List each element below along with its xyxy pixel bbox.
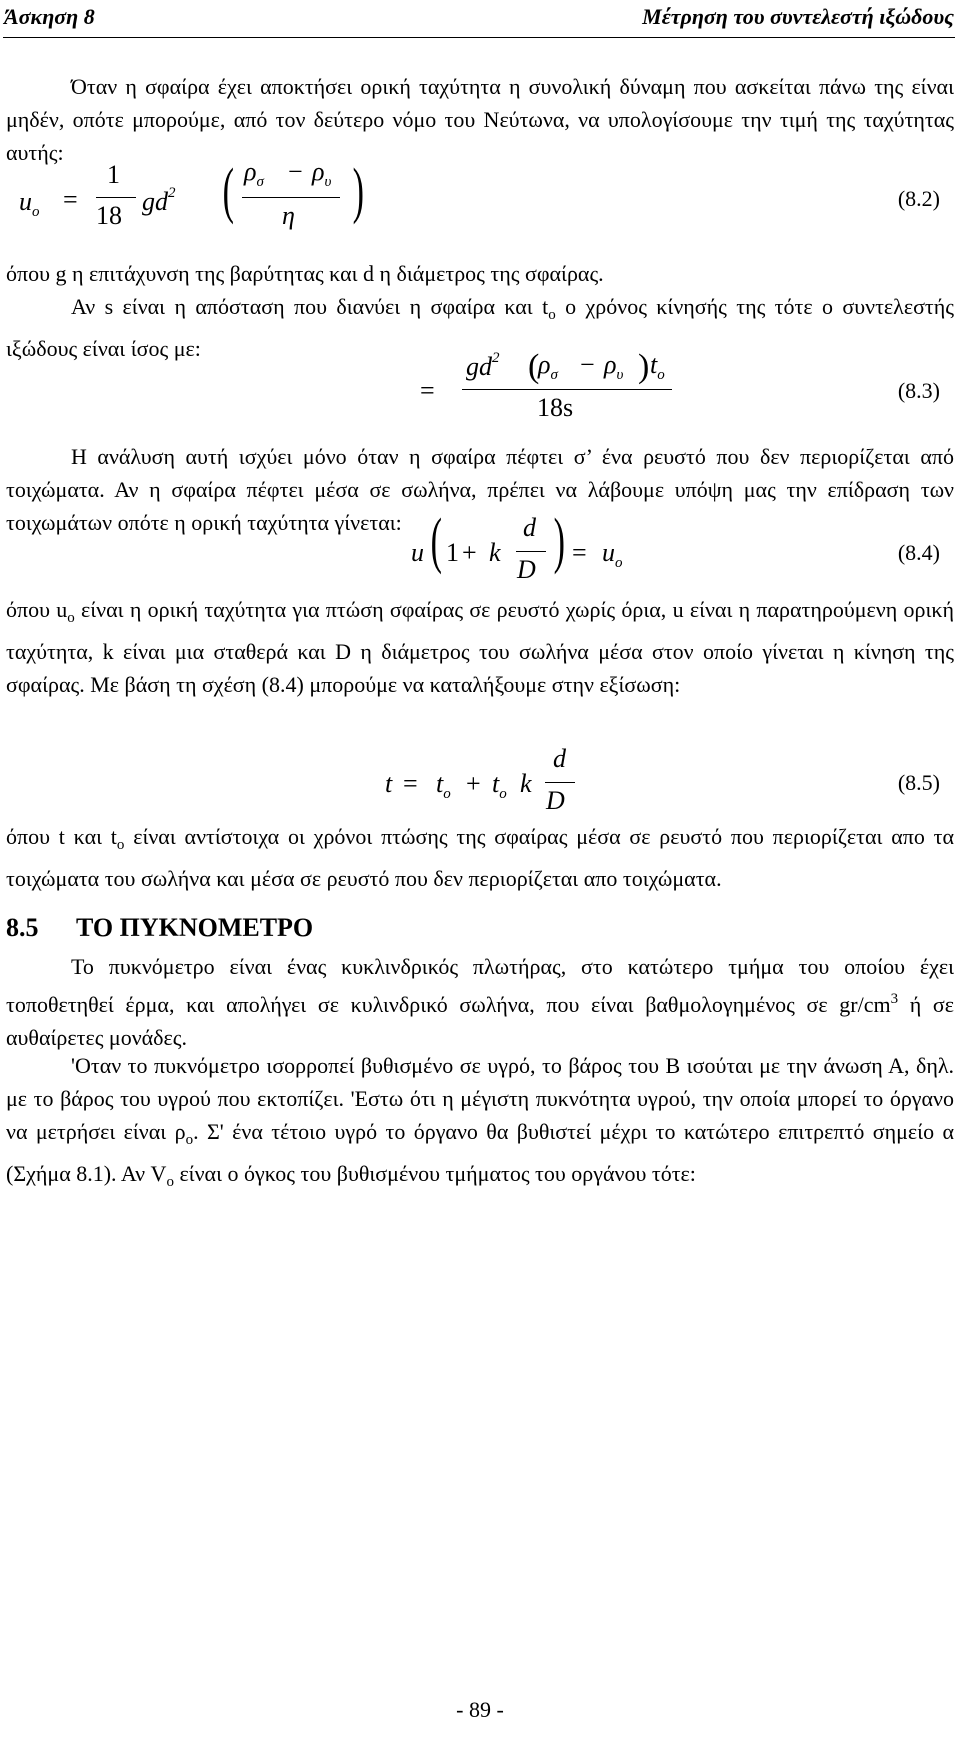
eq2-number: (8.2): [897, 186, 940, 211]
paragraph-hydrometer-equilibrium: 'Οταν το πυκνόμετρο ισορροπεί βυθισμένο σε υγρό, το βάρος του Β ισούται με την άνωση Α, δηλ. με το βάρος του υγρού που εκτοπίζει. 'Εστω ότι η μέγιστη πυκνότητα υγρού, την οποία μπορεί το όργανο να μετρήσει είναι $\rho_o$. Σ' ένα τέτοιο υγρό το όργανο θα βυθιστεί μέχρι το κατώτερο επιτρεπτό σημείο α (Σχήμα 8.1). Αν $V_o$ είναι ο όγκος του βυθισμένου τμήματος του οργάνου τότε:: [6, 1053, 954, 1190]
eq2-inner-fraction-bar: [242, 197, 340, 198]
eq4-one: 1: [446, 538, 459, 567]
eq2-right-paren: ): [352, 157, 365, 225]
paragraph-velocity-definitions: όπου $u_o$ είναι η ορική ταχύτητα για πτώση σφαίρας σε ρευστό χωρίς όρια, u είναι η παρατηρούμενη ορική ταχύτητα, k είναι μια σταθερά και D η διάμετρος του σωλήνα μέσα στον οποίο γίνεται η κίνηση της σφαίρας. Με βάση τη σχέση (8.4) μπορούμε να καταλήξουμε στην εξίσωση:: [6, 597, 955, 697]
section-title: ΤΟ ΠΥΚΝΟΜΕΤΡΟ: [76, 913, 314, 942]
section-heading: [6, 913, 313, 943]
eq2-gd: $gd^2$: [142, 185, 176, 216]
eq3-fraction-bar: [462, 389, 672, 390]
eq5-t1: $t_o$: [436, 769, 451, 802]
page-header: [0, 2, 956, 36]
eq4-u: u: [411, 538, 424, 567]
eq5-fraction-bar: [545, 782, 575, 783]
eq3-rho-sigma: $\rho_\sigma$: [538, 350, 558, 383]
paragraph-gravity-definition: όπου g η επιτάχυνση της βαρύτητας και d η διάμετρος της σφαίρας.: [6, 261, 604, 286]
eq3-gd: $gd^2$: [466, 350, 500, 381]
eq2-fraction-bar: [96, 197, 136, 198]
paragraph-terminal-velocity: Όταν η σφαίρα έχει αποκτήσει ορική ταχύτητα η συνολική δύναμη που ασκείται πάνω της είναι μηδέν, οπότε μπορούμε, από τον δεύτερο νόμο του Νεύτωνα, να υπολογίσουμε την τιμή της ταχύτητας αυτής:: [6, 74, 954, 165]
eq4-k: k: [489, 538, 501, 567]
eq4-plus: +: [462, 538, 477, 567]
eq5-D: D: [546, 786, 565, 815]
eq4-uo: $u_o$: [602, 538, 623, 571]
paragraph-wall-effect: Η ανάλυση αυτή ισχύει μόνο όταν η σφαίρα πέφτει σ’ ένα ρευστό που δεν περιορίζεται από τοιχώματα. Αν η σφαίρα πέφτει μέσα σε σωλήνα, πρέπει να λάβουμε υπόψη μας την επίδραση των τοιχωμάτων οπότε η ορική ταχύτητα γίνεται:: [6, 444, 954, 535]
eq4-left-paren: (: [430, 507, 443, 575]
eq5-d: d: [553, 744, 566, 773]
eq5-number: (8.5): [897, 770, 940, 795]
header-divider: [3, 37, 955, 38]
eq2-equals: =: [63, 185, 78, 214]
eq2-lhs: $u_o$: [19, 187, 40, 220]
eq5-t: t: [385, 769, 393, 798]
eq5-plus: +: [466, 769, 481, 798]
eq5-t2: $t_o$: [492, 769, 507, 802]
eq2-numerator: 1: [107, 160, 120, 189]
eq3-right-paren: ): [638, 348, 650, 385]
paragraph-hydrometer-description: Το πυκνόμετρο είναι ένας κυκλινδρικός πλωτήρας, στο κατώτερο τμήμα του οποίου έχει τοποθετηθεί έρμα, και απολήγει σε κυλινδρικό σωλήνα, που είναι βαθμολογημένος σε $gr/cm^3$ ή σε αυθαίρετες μονάδες.: [6, 954, 954, 1050]
eq2-denominator: 18: [96, 201, 122, 230]
eq3-equals: =: [420, 376, 435, 405]
eq5-equals: =: [403, 769, 418, 798]
section-number: 8.5: [6, 913, 39, 942]
header-exercise-title: Άσκηση 8: [4, 4, 95, 29]
eq4-right-paren: ): [553, 507, 566, 575]
eq3-minus: −: [580, 350, 595, 379]
eq4-fraction-bar: [516, 551, 546, 552]
eq2-minus: −: [288, 157, 303, 186]
paragraph-time-definitions: όπου t και $t_o$ είναι αντίστοιχα οι χρόνοι πτώσης της σφαίρας μέσα σε ρευστό που περιορίζεται απο τα τοιχώματα του σωλήνα και μέσα σε ρευστό που δεν περιορίζεται απο τοιχώματα.: [6, 824, 955, 891]
eq2-left-paren: (: [222, 157, 235, 225]
eq3-rho-upsilon: $\rho_\upsilon$: [604, 350, 624, 383]
page-number: - 89 -: [456, 1697, 504, 1722]
eq3-number: (8.3): [897, 378, 940, 403]
eq4-D: D: [517, 555, 536, 584]
eq3-left-paren: (: [528, 348, 540, 385]
eq4-d: d: [523, 513, 536, 542]
eq3-time: $t_o$: [650, 350, 665, 383]
eq2-rho-upsilon: $\rho_\upsilon$: [312, 157, 332, 190]
eq2-rho-sigma: $\rho_\sigma$: [244, 157, 264, 190]
eq4-equals: =: [572, 538, 587, 567]
paragraph-viscosity-intro: Αν s είναι η απόσταση που διανύει η σφαίρα και $t_o$ ο χρόνος κίνησής της τότε ο συντελεστής ιξώδους είναι ίσος με:: [6, 294, 954, 361]
eq4-number: (8.4): [897, 540, 940, 565]
eq3-denominator: 18s: [537, 393, 574, 422]
eq5-k: k: [520, 769, 532, 798]
header-chapter-title: Μέτρηση του συντελεστή ιξώδους: [642, 4, 954, 29]
eq2-eta: η: [282, 201, 295, 230]
